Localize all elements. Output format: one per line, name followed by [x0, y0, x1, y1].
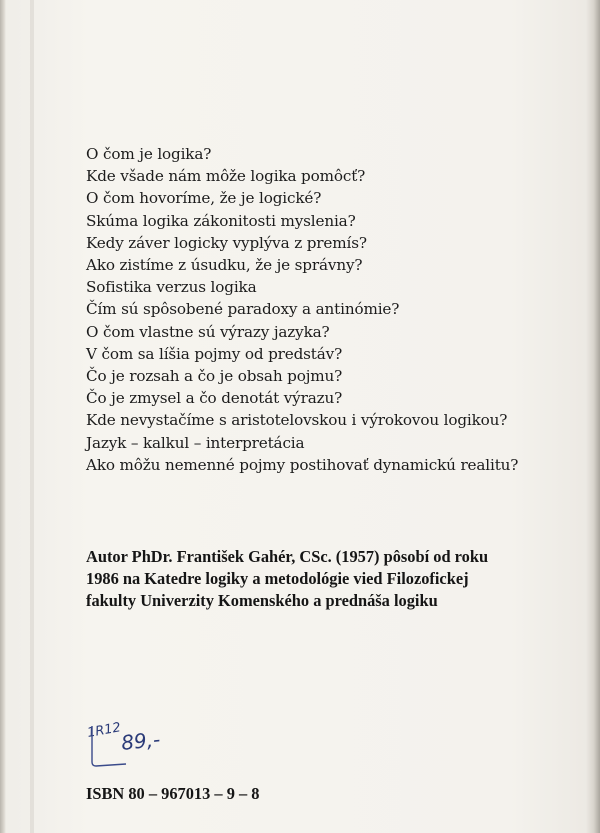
page-right-edge-shadow — [586, 0, 600, 833]
question-item: O čom je logika? — [86, 145, 212, 163]
handwritten-code: 1R12 — [86, 720, 123, 741]
binding-crease — [30, 0, 34, 833]
handwritten-price-note — [86, 718, 166, 770]
question-item: O čom hovoríme, že je logické? — [86, 189, 322, 208]
question-item: Čím sú spôsobené paradoxy a antinómie? — [86, 300, 400, 319]
question-item: Kedy záver logicky vyplýva z premís? — [86, 233, 367, 252]
question-item: Skúma logika zákonitosti myslenia? — [86, 211, 356, 230]
question-item: O čom vlastne sú výrazy jazyka? — [86, 322, 330, 341]
question-item: Ako môžu nemenné pojmy postihovať dynamickú realitu? — [86, 455, 519, 474]
question-list — [86, 143, 518, 476]
author-bio-line: fakulty Univerzity Komenského a prednáša logiku — [86, 591, 438, 610]
question-item: Kde všade nám môže logika pomôcť? — [86, 167, 366, 186]
question-item: V čom sa líšia pojmy od predstáv? — [86, 344, 343, 363]
question-item: Čo je zmysel a čo denotát výrazu? — [86, 389, 343, 408]
question-item: Kde nevystačíme s aristotelovskou i výrokovou logikou? — [86, 411, 508, 430]
question-item: Sofistika verzus logika — [86, 278, 257, 297]
question-item: Čo je rozsah a čo je obsah pojmu? — [86, 367, 343, 386]
author-bio-line: Autor PhDr. František Gahér, CSc. (1957) pôsobí od roku — [86, 547, 489, 566]
author-bio-line: 1986 na Katedre logiky a metodológie vied Filozofickej — [86, 569, 469, 588]
question-item: Jazyk – kalkul – interpretácia — [86, 433, 305, 452]
isbn: ISBN 80 – 967013 – 9 – 8 — [86, 784, 260, 803]
author-bio — [86, 546, 576, 612]
question-item: Ako zistíme z úsudku, že je správny? — [86, 256, 363, 275]
handwritten-price: 89,- — [120, 727, 162, 755]
page-left-edge-shadow — [0, 0, 6, 833]
